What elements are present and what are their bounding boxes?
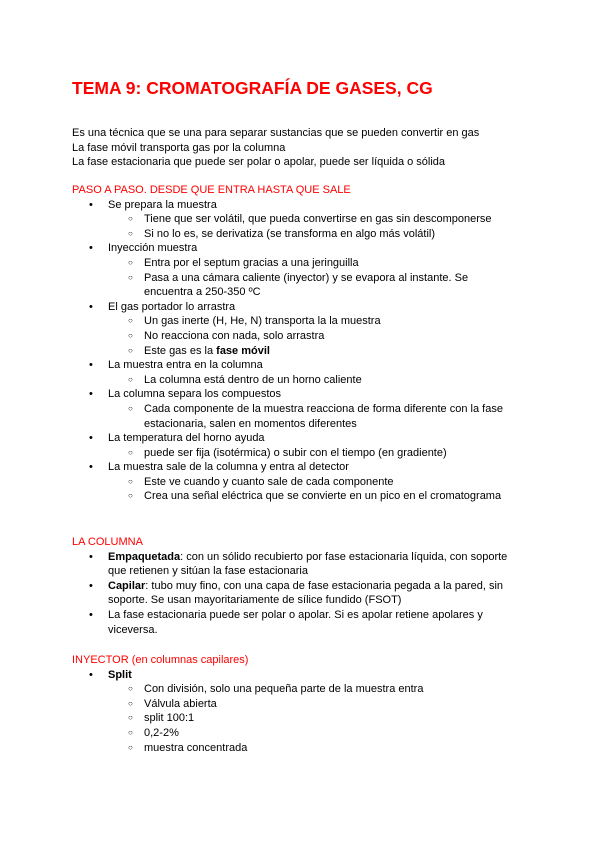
- section-title: LA COLUMNA: [72, 536, 143, 548]
- list-item: [72, 358, 512, 387]
- list-item: [72, 460, 512, 504]
- section-inyector: [72, 653, 512, 755]
- sub-list-item: ○ Este ve cuando y cuanto sale de cada componente: [108, 475, 512, 490]
- list-item: [72, 431, 512, 460]
- sub-list-item: ○ muestra concentrada: [108, 741, 512, 756]
- bullet-list: [72, 550, 512, 638]
- list-item: [72, 198, 512, 242]
- sub-list-item: ○ Cada componente de la muestra reacciona de forma diferente con la fase estacionaria, salen en momentos diferentes: [108, 402, 512, 431]
- sub-list-item: ○ Con división, solo una pequeña parte de la muestra entra: [108, 682, 512, 697]
- list-item: • Capilar: tubo muy fino, con una capa de fase estacionaria pegada a la pared, sin soporte. Se usan mayoritariamente de sílice fundido (FSOT): [72, 579, 512, 608]
- list-item-text: • Inyección muestra: [108, 241, 512, 256]
- sub-list-item: ○ Tiene que ser volátil, que pueda convertirse en gas sin descomponerse: [108, 212, 512, 227]
- list-item-text: • El gas portador lo arrastra: [108, 300, 512, 315]
- sub-list-item: ○ Crea una señal eléctrica que se convierte en un pico en el cromatograma: [108, 489, 512, 504]
- sub-list-item: ○ Pasa a una cámara caliente (inyector) y se evapora al instante. Se encuentra a 250-350 ºC: [108, 271, 512, 300]
- sub-list-item: ○ Este gas es la fase móvil: [108, 344, 512, 359]
- bold-term: Capilar: [108, 579, 146, 592]
- sub-list-item: ○ Un gas inerte (H, He, N) transporta la la muestra: [108, 314, 512, 329]
- sub-list-item: ○ No reacciona con nada, solo arrastra: [108, 329, 512, 344]
- intro-line: La fase estacionaria que puede ser polar o apolar, puede ser líquida o sólida: [72, 156, 446, 169]
- list-item: [72, 241, 512, 299]
- sub-list-item: ○ 0,2-2%: [108, 726, 512, 741]
- page-title: TEMA 9: CROMATOGRAFÍA DE GASES, CG: [72, 78, 433, 98]
- section-paso-a-paso: [72, 183, 512, 504]
- section-title: PASO A PASO. DESDE QUE ENTRA HASTA QUE SALE: [72, 184, 351, 196]
- list-item: • La fase estacionaria puede ser polar o apolar. Si es apolar retiene apolares y viceversa.: [72, 608, 512, 637]
- list-item: • Empaquetada: con un sólido recubierto por fase estacionaria líquida, con soporte que retienen y sitúan la fase estacionaria: [72, 550, 512, 579]
- sub-list-item: ○ Válvula abierta: [108, 697, 512, 712]
- intro-line: Es una técnica que se una para separar sustancias que se pueden convertir en gas: [72, 127, 480, 139]
- bullet-list: [72, 198, 512, 504]
- section-title: INYECTOR (en columnas capilares): [72, 654, 249, 666]
- bold-term: Empaquetada: [108, 550, 181, 563]
- list-item-text: • La temperatura del horno ayuda: [108, 431, 512, 446]
- list-item-text: • Se prepara la muestra: [108, 198, 512, 213]
- list-item-text: • La muestra sale de la columna y entra al detector: [108, 460, 512, 475]
- intro: [72, 126, 479, 170]
- sub-list-item: ○ puede ser fija (isotérmica) o subir con el tiempo (en gradiente): [108, 446, 512, 461]
- list-item: [72, 300, 512, 358]
- bold-term: fase móvil: [216, 344, 270, 357]
- bold-term: Split: [108, 668, 132, 681]
- list-item: [72, 668, 512, 756]
- sub-list-item: ○ Si no lo es, se derivatiza (se transforma en algo más volátil): [108, 227, 512, 242]
- bullet-list: [72, 668, 512, 756]
- section-la-columna: [72, 535, 512, 637]
- list-item: [72, 387, 512, 431]
- sub-list-item: ○ La columna está dentro de un horno caliente: [108, 373, 512, 388]
- list-item-text: • La muestra entra en la columna: [108, 358, 512, 373]
- sub-list-item: ○ split 100:1: [108, 711, 512, 726]
- intro-line: La fase móvil transporta gas por la columna: [72, 141, 286, 154]
- list-item-text: • La columna separa los compuestos: [108, 387, 512, 402]
- sub-list-item: ○ Entra por el septum gracias a una jeringuilla: [108, 256, 512, 271]
